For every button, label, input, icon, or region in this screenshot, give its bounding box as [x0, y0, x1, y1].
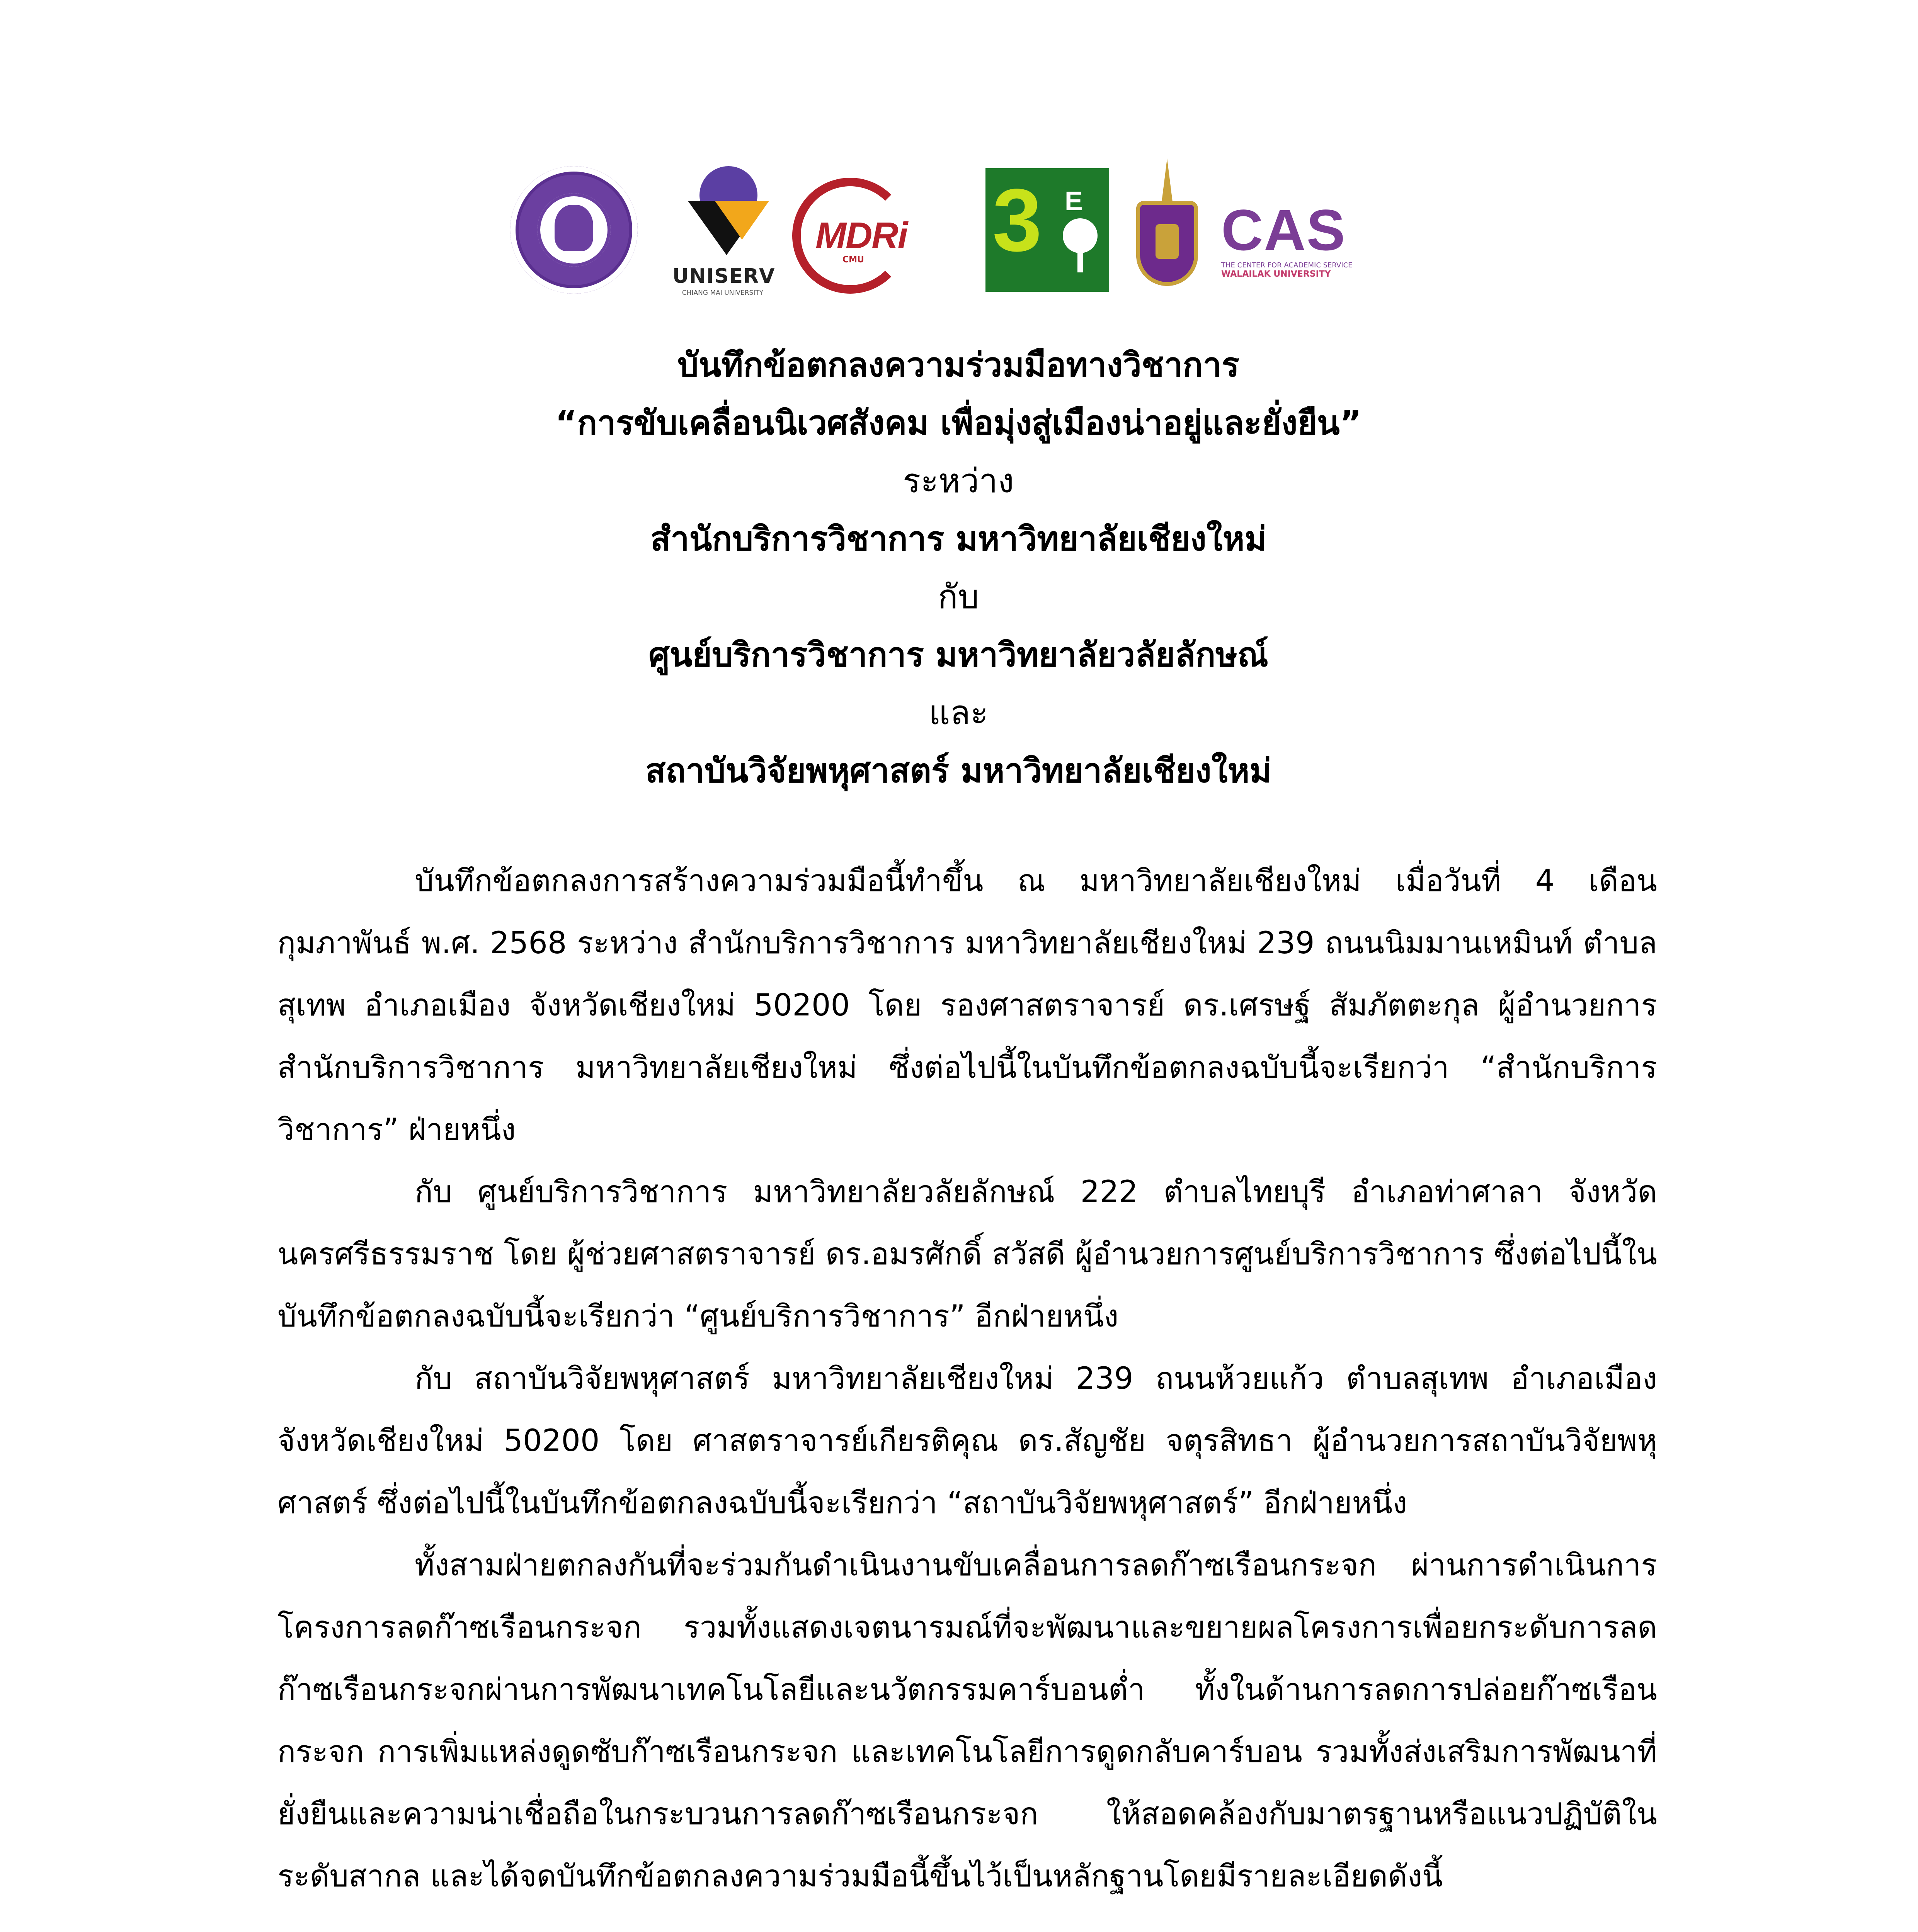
document-body	[277, 850, 1657, 1932]
walailak-emblem-logo	[1128, 158, 1206, 298]
uniserv-logo	[672, 166, 773, 298]
document-subtitle: “การขับเคลื่อนนิเวศสังคม เพื่อมุ่งสู่เมืองน่าอยู่และยั่งยืน”	[555, 404, 1362, 442]
mdri-logo	[792, 178, 939, 294]
cas-logo-subtext: THE CENTER FOR ACADEMIC SERVICE	[1221, 261, 1353, 269]
party-1-name: สำนักบริการวิชาการ มหาวิทยาลัยเชียงใหม่	[650, 520, 1267, 558]
with-label: กับ	[938, 578, 979, 616]
mdri-logo-text: MDRi	[815, 215, 907, 256]
and-label: และ	[928, 694, 989, 732]
uniserv-logo-subtext: CHIANG MAI UNIVERSITY	[682, 289, 764, 297]
cas-logo	[1221, 197, 1360, 279]
cas-logo-university: WALAILAK UNIVERSITY	[1221, 269, 1331, 279]
between-label: ระหว่าง	[903, 462, 1014, 500]
paragraph-parties-2: กับ ศูนย์บริการวิชาการ มหาวิทยาลัยวลัยลักษณ์ 222 ตำบลไทยบุรี อำเภอท่าศาลา จังหวัดนครศรีธรรมราช โดย ผู้ช่วยศาสตราจารย์ ดร.อมรศักดิ์ สวัสดี ผู้อำนวยการศูนย์บริการวิชาการ ซึ่งต่อไปนี้ในบันทึกข้อตกลงฉบับนี้จะเรียกว่า “ศูนย์บริการวิชาการ” อีกฝ่ายหนึ่ง	[277, 1175, 1657, 1334]
paragraph-parties-1: บันทึกข้อตกลงการสร้างความร่วมมือนี้ทำขึ้น ณ มหาวิทยาลัยเชียงใหม่ เมื่อวันที่ 4 เดือน กุมภาพันธ์ พ.ศ. 2568 ระหว่าง สำนักบริการวิชาการ มหาวิทยาลัยเชียงใหม่ 239 ถนนนิมมานเหมินท์ ตำบลสุเทพ อำเภอเมือง จังหวัดเชียงใหม่ 50200 โดย รองศาสตราจารย์ ดร.เศรษฐ์ สัมภัตตะกุล ผู้อำนวยการสำนักบริการวิชาการ มหาวิทยาลัยเชียงใหม่ ซึ่งต่อไปนี้ในบันทึกข้อตกลงฉบับนี้จะเรียกว่า “สำนักบริการวิชาการ” ฝ่ายหนึ่ง	[277, 864, 1657, 1147]
cmu-seal-logo	[510, 166, 638, 294]
uniserv-logo-text: UNISERV	[672, 265, 775, 288]
party-3-name: สถาบันวิจัยพหุศาสตร์ มหาวิทยาลัยเชียงใหม่	[645, 752, 1271, 790]
cas-logo-text: CAS	[1221, 197, 1346, 262]
party-2-name: ศูนย์บริการวิชาการ มหาวิทยาลัยวลัยลักษณ์	[648, 636, 1268, 674]
document-title: บันทึกข้อตกลงความร่วมมือทางวิชาการ	[677, 346, 1239, 384]
paragraph-agreement: ทั้งสามฝ่ายตกลงกันที่จะร่วมกันดำเนินงานขับเคลื่อนการลดก๊าซเรือนกระจก ผ่านการดำเนินการโครงการลดก๊าซเรือนกระจก รวมทั้งแสดงเจตนารมณ์ที่จะพัฒนาและขยายผลโครงการเพื่อยกระดับการลดก๊าซเรือนกระจกผ่านการพัฒนาเทคโนโลยีและนวัตกรรมคาร์บอนต่ำ ทั้งในด้านการลดการปล่อยก๊าซเรือนกระจก การเพิ่มแหล่งดูดซับก๊าซเรือนกระจก และเทคโนโลยีการดูดกลับคาร์บอน รวมทั้งส่งเสริมการพัฒนาที่ยั่งยืนและความน่าเชื่อถือในกระบวนการลดก๊าซเรือนกระจก ให้สอดคล้องกับมาตรฐานหรือแนวปฏิบัติในระดับสากล และได้จดบันทึกข้อตกลงความร่วมมือนี้ขึ้นไว้เป็นหลักฐานโดยมีรายละเอียดดังนี้	[277, 1548, 1657, 1894]
section-1-heading	[277, 1923, 1657, 1932]
logo-strip	[510, 151, 1360, 313]
mdri-logo-subtext: CMU	[842, 255, 864, 265]
paragraph-parties-3: กับ สถาบันวิจัยพหุศาสตร์ มหาวิทยาลัยเชียงใหม่ 239 ถนนห้วยแก้ว ตำบลสุเทพ อำเภอเมือง จังหวัดเชียงใหม่ 50200 โดย ศาสตราจารย์เกียรติคุณ ดร.สัญชัย จตุรสิทธา ผู้อำนวยการสถาบันวิจัยพหุศาสตร์ ซึ่งต่อไปนี้ในบันทึกข้อตกลงฉบับนี้จะเรียกว่า “สถาบันวิจัยพหุศาสตร์” อีกฝ่ายหนึ่ง	[277, 1361, 1657, 1520]
green-3e-logo: 3 E	[985, 168, 1109, 292]
